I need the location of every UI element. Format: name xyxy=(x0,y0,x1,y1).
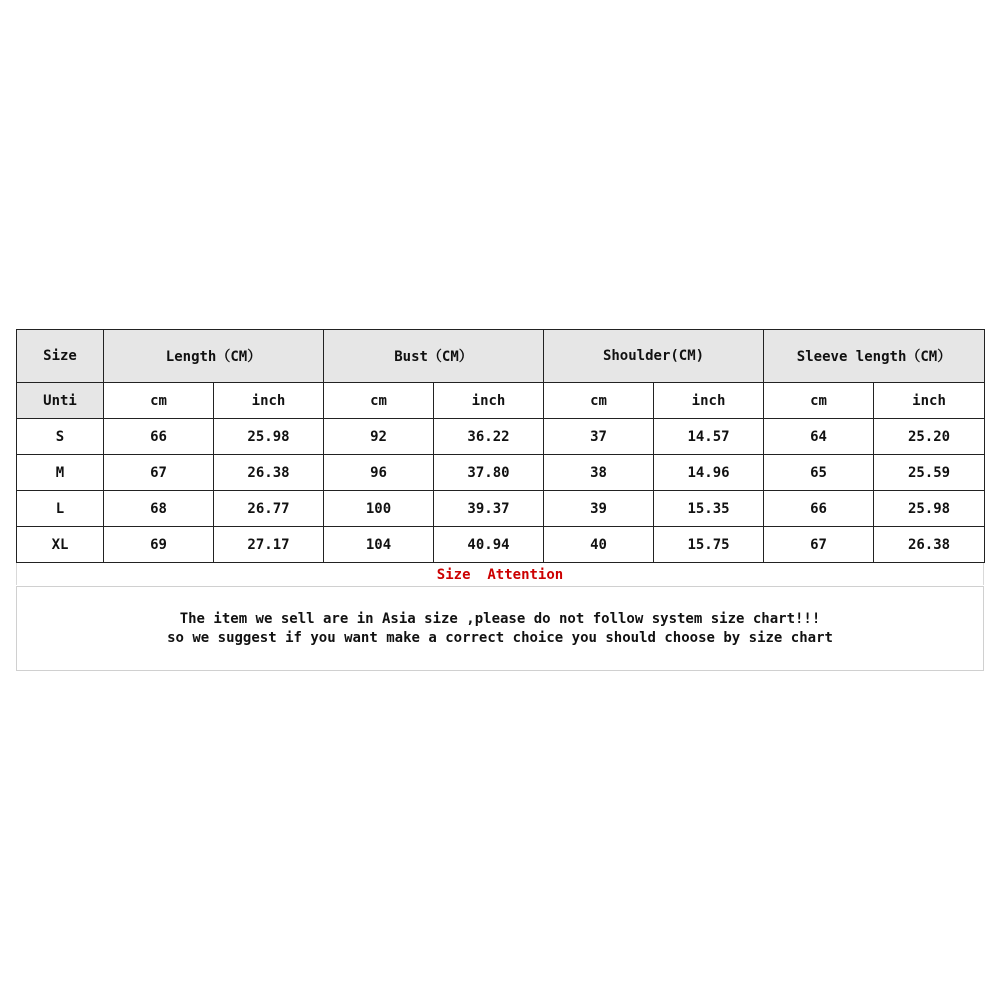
unit-cm: cm xyxy=(104,383,214,419)
table-cell: 66 xyxy=(764,491,874,527)
unit-row xyxy=(17,383,985,419)
table-cell: 100 xyxy=(324,491,434,527)
table-cell: 25.98 xyxy=(874,491,985,527)
notice-line-2: so we suggest if you want make a correct choice you should choose by size chart xyxy=(167,629,833,646)
table-cell: 26.77 xyxy=(214,491,324,527)
table-cell: 25.59 xyxy=(874,455,985,491)
table-cell: 96 xyxy=(324,455,434,491)
unit-cm: cm xyxy=(324,383,434,419)
table-cell: 68 xyxy=(104,491,214,527)
unit-inch: inch xyxy=(874,383,985,419)
unit-label: Unti xyxy=(17,383,104,419)
table-cell: 14.96 xyxy=(654,455,764,491)
table-cell: 69 xyxy=(104,527,214,563)
table-cell: 40 xyxy=(544,527,654,563)
size-cell: S xyxy=(17,419,104,455)
sleeve-length-header: Sleeve length（CM） xyxy=(764,330,985,383)
notice-line-1: The item we sell are in Asia size ,please do not follow system size chart!!! xyxy=(179,610,821,627)
table-row xyxy=(17,455,985,491)
table-cell: 25.98 xyxy=(214,419,324,455)
length-header: Length（CM） xyxy=(104,330,324,383)
table-cell: 65 xyxy=(764,455,874,491)
size-cell: L xyxy=(17,491,104,527)
table-cell: 67 xyxy=(104,455,214,491)
unit-inch: inch xyxy=(214,383,324,419)
table-cell: 92 xyxy=(324,419,434,455)
unit-inch: inch xyxy=(654,383,764,419)
size-header: Size xyxy=(17,330,104,383)
table-cell: 37.80 xyxy=(434,455,544,491)
table-cell: 38 xyxy=(544,455,654,491)
table-cell: 15.75 xyxy=(654,527,764,563)
table-cell: 14.57 xyxy=(654,419,764,455)
unit-inch: inch xyxy=(434,383,544,419)
size-attention-heading xyxy=(16,563,984,585)
size-notice xyxy=(16,586,984,671)
table-cell: 39.37 xyxy=(434,491,544,527)
table-cell: 39 xyxy=(544,491,654,527)
table-cell: 67 xyxy=(764,527,874,563)
table-cell: 25.20 xyxy=(874,419,985,455)
table-cell: 26.38 xyxy=(214,455,324,491)
header-row xyxy=(17,330,985,383)
table-cell: 64 xyxy=(764,419,874,455)
table-cell: 27.17 xyxy=(214,527,324,563)
table-cell: 104 xyxy=(324,527,434,563)
unit-cm: cm xyxy=(544,383,654,419)
table-row xyxy=(17,491,985,527)
size-cell: XL xyxy=(17,527,104,563)
size-attention-text: Size Attention xyxy=(436,567,564,583)
table-cell: 40.94 xyxy=(434,527,544,563)
table-cell: 37 xyxy=(544,419,654,455)
table-cell: 36.22 xyxy=(434,419,544,455)
table-row xyxy=(17,419,985,455)
shoulder-header: Shoulder(CM) xyxy=(544,330,764,383)
bust-header: Bust（CM） xyxy=(324,330,544,383)
table-row xyxy=(17,527,985,563)
unit-cm: cm xyxy=(764,383,874,419)
size-cell: M xyxy=(17,455,104,491)
table-cell: 66 xyxy=(104,419,214,455)
table-cell: 26.38 xyxy=(874,527,985,563)
table-cell: 15.35 xyxy=(654,491,764,527)
size-chart-table xyxy=(16,329,985,563)
